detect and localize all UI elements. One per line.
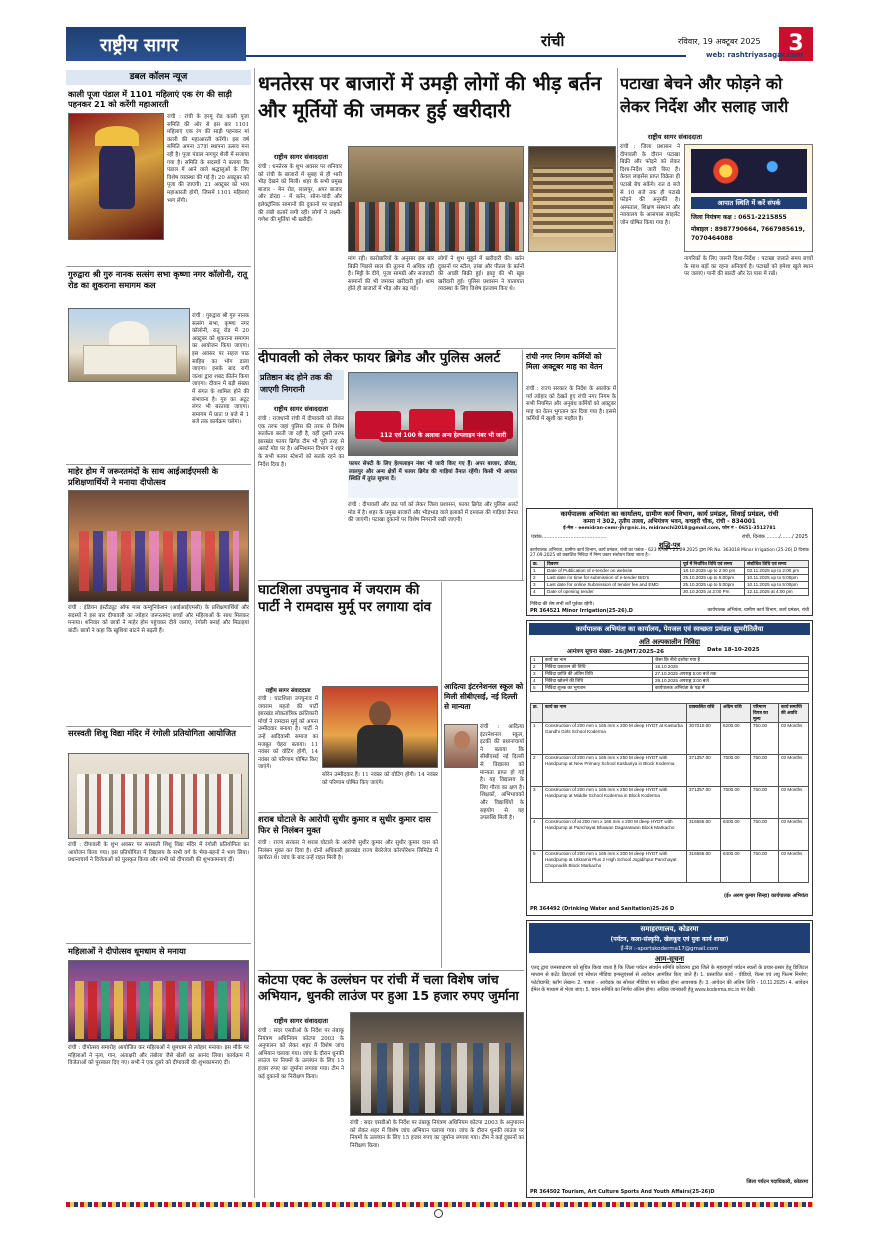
table-cell: 10.11.2025 up to 5:00pm <box>745 575 809 582</box>
tender1-pr: PR 364521 Minor Irrigation(25-26).D <box>530 608 633 614</box>
tender1-table-wrap <box>530 560 809 596</box>
municipal-headline: रांची नगर निगम कर्मियों को मिला अक्टूबर माह का वेतन <box>526 352 603 371</box>
tender3-office: समाहरणालय, कोडरमा <box>640 925 699 933</box>
table-row <box>531 678 809 685</box>
table-cell: Last date for online Submission of tender fee and EMD <box>545 582 681 589</box>
tender1-col-sl: क्र. <box>531 561 545 568</box>
masthead-date: रविवार, 19 अक्टूबर 2025 <box>678 37 761 46</box>
table-cell: 4 <box>531 589 545 596</box>
table-cell: कार्य का नाम <box>543 657 653 664</box>
restriction-body: रांची : राजधानी रांची में दीपावली को लेकर एक तरफ जहां पुलिस की तरफ से विशेष सतर्कता बरती जा रही है, वहीं दूसरी तरफ झारखंड फायर ब्रिगेड टीम भी पूरी तरह से अलर्ट मोड पर है। अग्निशमन विभाग ने शहर के सभी फायर स्टेशनों को सतर्क रहने का निर्देश दिया है। <box>258 416 344 468</box>
table-row <box>531 755 809 787</box>
table-cell: Construction of at 200 mm x 165 mm x 200 M deep HYDT with Handpump at Panchayat Bhawan Dagaraswan Block Markacho <box>543 819 687 851</box>
divider <box>258 580 524 581</box>
table-row <box>531 819 809 851</box>
table-row <box>531 723 809 755</box>
table-cell: 5 <box>531 851 543 883</box>
tender2-col-period: कार्य समाप्ति की अवधि <box>779 704 809 723</box>
table-cell: 2 <box>531 755 543 787</box>
tender3-header <box>529 923 810 953</box>
table-row <box>531 685 809 692</box>
tender1-note: निविदा की शेष सभी शर्तें पूर्ववत रहेंगी। <box>530 602 594 607</box>
officials-shape <box>361 1043 511 1113</box>
column-rule <box>522 350 523 580</box>
tender2-office: कार्यपालक अभियंता का कार्यालय, पेयजल एवं स्वच्छता प्रमंडल झुमरीतिलैया <box>529 623 810 635</box>
tender1-col-old: पूर्व में निर्धारित तिथि एवं समय <box>681 561 745 568</box>
shop-photo <box>528 146 616 252</box>
ghatshila-story <box>258 582 438 812</box>
registration-mark <box>434 1209 443 1218</box>
table-cell: 18.10.2025 <box>653 664 809 671</box>
tender2-col-work: कार्य का नाम <box>543 704 687 723</box>
table-cell: 6400.00 <box>721 819 751 851</box>
crackers-story <box>620 68 813 508</box>
section-tag: डबल कॉलम न्यूज <box>66 70 251 85</box>
header-rule <box>246 55 686 57</box>
tender2-info-wrap <box>530 656 809 692</box>
tender1-email: ई-मेल - eemidran-cemr-jhr@nic.in, midranchi2018@gmail.com, फोन नं - 0651-3512781 <box>563 526 776 531</box>
divider <box>258 812 438 813</box>
kotpa-body: रांची : सदर एसडीओ के निर्देश पर तंबाकू नियंत्रण अधिनियम कोटपा 2003 के अनुपालन को लेकर शहर में विशेष जांच अभियान चलाया गया। जांच के दौरान धुनकी लाउंज पर नियमों के उल्लंघन के लिए 15 हजार रुपए का जुर्माना लगाया गया। टीम ने कई दुकानों का निरीक्षण किया। <box>258 1028 344 1080</box>
table-cell: 7500.00 <box>721 755 751 787</box>
table-cell: 12.11.2025 at 4:00 pm <box>745 589 809 596</box>
rangoli-headline: सरस्वती शिशु विद्या मंदिर में रंगोली प्रतियोगिता आयोजित <box>68 728 236 738</box>
tender2-col-advance: अग्रिम राशि <box>721 704 751 723</box>
table-cell: निविदा प्राप्ति की अंतिम तिथि <box>543 671 653 678</box>
table-cell: Construction of 200 mm x 165 mm x 200 M deep HYDT at Kasturba Gandhi Girls School Koderma <box>543 723 687 755</box>
restriction-headline-box <box>258 370 344 400</box>
emergency-box <box>684 144 813 252</box>
tender1-col-desc: विवरण <box>545 561 681 568</box>
lead-body-col3: लोगों ने शुभ मुहूर्त में खरीदारी की। बर्तन दुकानों पर स्टील, तांबा और पीतल के बर्तनों की अच्छी बिक्री हुई। झाड़ू की भी खूब खरीदारी हुई। पुलिस प्रशासन ने यातायात व्यवस्था के लिए विशेष इंतजाम किए थे। <box>438 256 524 293</box>
table-cell: जैसा कि नीचे दर्शाया गया है <box>653 657 809 664</box>
table-cell: 30.10.2025 at 2:00 Pm <box>681 589 745 596</box>
maher-home-body: रांची : इंडियन इंस्टीट्यूट ऑफ मास कम्युनिकेशन (आईआईएमसी) के प्रशिक्षणार्थियों और सदस्यों ने इस बार दीपावली का त्योहार जरूरतमंद बच्चों और महिलाओं के साथ मिलकर मनाया। शनिवार को छात्रों ने माहेर होम पहुंचकर दीये जलाए, रंगोली बनाई और मिठाइयां बांटीं। छात्रों ने कहा कि खुशियां बांटने से बढ़ती हैं। <box>68 605 249 634</box>
kali-puja-photo <box>68 113 164 240</box>
ghatshila-headline: घाटशिला उपचुनाव में जयराम की पार्टी ने रामदास मुर्मू पर लगाया दांव <box>258 582 432 615</box>
table-cell: 1 <box>531 657 543 664</box>
tender1-office: कार्यपालक अभियंता का कार्यालय, ग्रामीण कार्य विभाग, कार्य प्रमंडल, सिवाई प्रमंडल, रांची <box>560 510 779 518</box>
tender2-sign: (ई० अरुण कुमार सिन्हा) कार्यपालक अभियंता <box>723 893 808 899</box>
table-cell: 29.10.2025 अपराह्न 3:00 बजे <box>653 678 809 685</box>
paper-name-banner <box>66 27 246 61</box>
rangoli-photo <box>68 753 249 839</box>
idol-shape <box>99 139 135 209</box>
kotpa-headline: कोटपा एक्ट के उल्लंघन पर रांची में चला विशेष जांच अभियान, धुनकी लाउंज पर हुआ 15 हजार रुपए जुर्माना <box>258 972 519 1003</box>
tender3-sign: जिला पर्यटन पदाधिकारी, कोडरमा <box>746 1179 808 1185</box>
table-cell: 25.10.2025 up to 5:00pm <box>681 582 745 589</box>
kotpa-byline: राष्ट्रीय सागर संवाददाता <box>273 1017 329 1025</box>
table-cell: 18.10.2025 up to 2:00 pm <box>681 568 745 575</box>
divider <box>66 943 251 944</box>
tender1-table <box>530 560 809 596</box>
table-cell: 750.00 <box>751 755 779 787</box>
tender1-title: शुद्धि-पत्र <box>658 541 681 549</box>
table-cell: निविदा खोलने की तिथि <box>543 678 653 685</box>
tender2-col-sl: क्र. <box>531 704 543 723</box>
tender3-email: ई-मेल :-sportskoderma17@gmail.com <box>620 946 719 952</box>
divider <box>258 348 616 349</box>
table-cell: 03 Months <box>779 723 809 755</box>
website-label: web: rashtriyasagar.com <box>706 51 804 59</box>
table-cell: 6400.00 <box>721 851 751 883</box>
table-cell: Last date /or time for submission of e-tender BID's <box>545 575 681 582</box>
fire-body: रांची : दीपावली और छठ पर्व को लेकर जिला प्रशासन, फायर ब्रिगेड और पुलिस अलर्ट मोड में है। शहर के प्रमुख बाजारों और भीड़भाड़ वाले इलाकों में दमकल की गाड़ियां तैनात की जाएंगी। पटाखा दुकानों पर विशेष निगरानी रखी जाएगी। <box>348 502 518 524</box>
table-cell: 307010.00 <box>687 723 721 755</box>
tender2-col-cost: परिमाण विपत्र का मूल्य <box>751 704 779 723</box>
tender1-box <box>526 508 813 616</box>
tender2-info-table <box>530 656 809 692</box>
emergency-line1: जिला नियंत्रण कक्ष : 0651-2215855 <box>691 214 787 221</box>
divider <box>66 726 251 727</box>
table-row <box>531 575 809 582</box>
table-cell: 750.00 <box>751 819 779 851</box>
tender1-sign: कार्यपालक अभियंता, ग्रामीण कार्य विभाग, कार्य प्रमंडल, रांची <box>707 608 809 613</box>
maher-home-photo <box>68 490 249 602</box>
emergency-line2: मोबाइल : 8987790664, 7667985619, 7070464088 <box>691 226 805 242</box>
municipal-story <box>526 352 616 508</box>
restriction-byline: राष्ट्रीय सागर संवाददाता <box>273 405 329 413</box>
table-cell: 7500.00 <box>721 787 751 819</box>
crowd-shape <box>349 202 524 252</box>
table-cell: निविदा शुल्क का भुगतान <box>543 685 653 692</box>
tender1-date: रांची, दिनांक ......../......./ 2025 <box>742 534 808 540</box>
ghatshila-caption: सोरेन उम्मीदवार हैं। 11 नवंबर को वोटिंग होगी। 14 नवंबर को परिणाम घोषित किए जाएंगे। <box>322 772 438 786</box>
table-cell: 25.10.2025 up to 5:00pm <box>681 575 745 582</box>
table-cell: निविदा प्रकाशन की तिथि <box>543 664 653 671</box>
tender1-ref: कार्यपालक अभियंता, ग्रामीण कार्य विभाग, कार्य प्रमंडल, रांची का पत्रांक - 623 दिनांक - 25.09.2025 द्वारा PR No. 363018 Minor Irrigation (25-26) D दिनांक 27.09.2025 को प्रकाशित निविदा में निम्न प्रकार संशोधन किया जाता है:- <box>530 548 809 559</box>
fire-trucks-photo <box>348 372 518 456</box>
group-shape <box>79 531 239 591</box>
tender3-box <box>526 920 813 1198</box>
municipal-body: रांची : राज्य सरकार के निर्देश के आलोक में पर्व त्योहार को देखते हुए रांची नगर निगम के सभी नियमित और अनुबंध कर्मियों को अक्टूबर माह का वेतन भुगतान कर दिया गया है। इससे कर्मियों में खुशी का माहौल है। <box>526 386 616 423</box>
students-shape <box>77 774 242 834</box>
liquor-headline: शराब घोटाले के आरोपी सुधीर कुमार व सुधीर कुमार दास फिर से निलंबन मुक्त <box>258 814 431 835</box>
table-cell: 2 <box>531 575 545 582</box>
left-column <box>66 68 251 1198</box>
crown-shape <box>95 126 139 146</box>
column-rule <box>254 68 255 1198</box>
lead-body-col1: रांची : धनतेरस के शुभ अवसर पर शनिवार को रांची के बाजारों में सुबह से ही भारी भीड़ देखने को मिली। शहर के सभी प्रमुख बाजार - मेन रोड, लालपुर, अपर बाजार और डोरंडा - में बर्तन, सोना-चांदी और इलेक्ट्रॉनिक सामानों की दुकानों पर ग्राहकों की लंबी कतारें लगी रहीं। लोगों ने लक्ष्मी-गणेश की मूर्तियां भी खरीदीं। <box>258 164 342 224</box>
table-cell: 4 <box>531 678 543 685</box>
tender3-pr: PR 364502 Tourism, Art Culture Sports And Youth Affairs(25-26)D <box>530 1189 715 1195</box>
kotpa-inspection-photo <box>350 1012 524 1116</box>
column-rule <box>617 68 618 508</box>
table-row <box>531 787 809 819</box>
ghatshila-byline: राष्ट्रीय सागर संवाददाता <box>265 688 311 694</box>
fire-alert-headline: दीपावली को लेकर फायर ब्रिगेड और पुलिस अलर्ट <box>258 350 501 366</box>
women-diwali-headline: महिलाओं ने दीपोत्सव धूमधाम से मनाया <box>68 946 186 956</box>
women-diwali-photo <box>68 960 249 1042</box>
table-cell: 4 <box>531 819 543 851</box>
women-diwali-body: रांची : दीपोत्सव समारोह आयोजित कर महिलाओं ने धूमधाम से त्योहार मनाया। इस मौके पर महिलाओं ने नृत्य, गान, अंताक्षरी और तंबोला जैसे खेलों का आनंद लिया। कार्यक्रम में विजेताओं को पुरस्कार दिए गए। सभी ने एक दूसरे को दीपावली की शुभकामनाएं दीं। <box>68 1045 249 1067</box>
school-story <box>444 682 524 968</box>
gurudwara-body: रांची : गुरुद्वारा श्री गुरु नानक सत्संग सभा, कृष्णा नगर कॉलोनी, रातू रोड में 20 अक्टूबर को शुकराना समागम का आयोजन किया जाएगा। इस अवसर पर सहज पाठ साहिब का भोग डाला जाएगा। इसके बाद रागी जत्था द्वारा शबद कीर्तन किया जाएगा। दीवान में बड़ी संख्या में संगत के शामिल होने की संभावना है। गुरु का अटूट लंगर भी बरताया जाएगा। समागम में प्रातः 9 बजे से 1 बजे तक कार्यक्रम चलेगा। <box>192 313 249 426</box>
table-cell: 750.00 <box>751 851 779 883</box>
table-cell: कार्यपालक अभियंता के पक्ष में <box>653 685 809 692</box>
liquor-story <box>258 814 438 968</box>
crackers-body2: नागरिकों के लिए जरूरी दिशा-निर्देश : पटाखा जलाते समय बच्चों के साथ बड़ों का रहना अनिवार्य है। पटाखों को हमेशा खुले स्थान पर जलाएं। पानी की बाल्टी और रेत पास में रखें। <box>684 256 813 278</box>
table-cell: Date of Publication of e-tender on website <box>545 568 681 575</box>
market-crowd-photo <box>348 146 524 252</box>
paper-name: राष्ट्रीय सागर <box>100 35 179 56</box>
table-cell: 750.00 <box>751 723 779 755</box>
kotpa-body-cont: रांची : सदर एसडीओ के निर्देश पर तंबाकू नियंत्रण अधिनियम कोटपा 2003 के अनुपालन को लेकर शहर में विशेष जांच अभियान चलाया गया। जांच के दौरान धुनकी लाउंज पर नियमों के उल्लंघन के लिए 15 हजार रुपए का जुर्माना लगाया गया। टीम ने कई दुकानों का निरीक्षण किया। <box>350 1120 524 1149</box>
kotpa-story <box>258 972 524 1198</box>
divider <box>66 464 251 465</box>
table-row <box>531 851 809 883</box>
table-row <box>531 664 809 671</box>
table-row <box>531 657 809 664</box>
table-cell: 3 <box>531 582 545 589</box>
masthead <box>66 27 813 63</box>
liquor-body: रांची : राज्य सरकार ने शराब घोटाले के आरोपी सुधीर कुमार और सुधीर कुमार दास को निलंबन मुक्त कर दिया है। दोनों अधिकारी झारखंड राज्य बेवरेजेज कॉरपोरेशन लिमिटेड में कार्यरत थे। जांच के बाद उन्हें राहत मिली है। <box>258 840 438 862</box>
table-cell: 03 Months <box>779 819 809 851</box>
crackers-body: रांची : जिला प्रशासन ने दीपावली के दौरान पटाखा बिक्री और फोड़ने को लेकर दिशा-निर्देश जारी किए हैं। केवल लाइसेंस प्राप्त विक्रेता ही पटाखे बेच सकेंगे। रात 8 बजे से 10 बजे तक ही पटाखे फोड़ने की अनुमति है। अस्पताल, शिक्षण संस्थान और न्यायालय के आसपास साइलेंट जोन घोषित किया गया है। <box>620 144 680 226</box>
kali-puja-body: रांची : रांची के हरमू रोड काली पूजा समिति की ओर से इस बार 1101 महिलाएं एक रंग की साड़ी पहनकर मां काली की महाआरती करेंगी। इस वर्ष समिति अपना 37वां स्थापना उत्सव मना रही है। पूजा पंडाल नागपुर शैली में सजाया गया है। समिति के सदस्यों ने बताया कि पंडाल में आने वाले श्रद्धालुओं के लिए विशेष व्यवस्था की गई है। 20 अक्टूबर को पूजा की जाएगी। 21 अक्टूबर को भव्य महाआरती होगी, जिसमें 1101 महिलाएं भाग लेंगी। <box>167 114 249 204</box>
table-cell: 371357.00 <box>687 787 721 819</box>
rangoli-body: रांची : दीपावली के शुभ अवसर पर सरस्वती शिशु विद्या मंदिर में रंगोली प्रतियोगिता का आयोजन किया गया। इस प्रतियोगिता में विद्यालय के सभी वर्ग के भैया-बहनों ने भाग लिया। प्रधानाचार्य ने विजेताओं को पुरस्कृत किया और सभी को दीपावली की शुभकामनाएं दीं। <box>68 842 249 864</box>
fire-caption: फायर सेफ्टी के लिए हेल्पलाइन नंबर भी जारी किए गए हैं। अपर बाजार, डोरंडा, लालपुर और अन्य क्षेत्रों में फायर ब्रिगेड की गाड़ियां तैनात रहेंगी। किसी भी आपात स्थिति में तुरंत सूचना दें। <box>348 460 518 498</box>
table-cell: 750.00 <box>751 787 779 819</box>
table-cell: 1 <box>531 568 545 575</box>
table-cell: 27.10.2025 अपराह्न 5:00 बजे तक <box>653 671 809 678</box>
city-label: रांची <box>541 32 565 50</box>
table-cell: 371357.00 <box>687 755 721 787</box>
tender2-works-table <box>530 703 809 883</box>
table-cell: 3 <box>531 787 543 819</box>
crackers-headline: पटाखा बेचने और फोड़ने को लेकर निर्देश और सलाह जारी <box>620 74 789 116</box>
tender3-body: एतद् द्वारा जनसाधारण को सूचित किया जाता है कि जिला पर्यटन संवर्धन समिति कोडरमा द्वारा जिले के महत्वपूर्ण पर्यटन स्थलों के प्रचार-प्रसार हेतु डिजिटल माध्यम से कंटेंट क्रिएटर्स एवं सोशल मीडिया इन्फ्लुएंसर्स से आवेदन आमंत्रित किए जाते हैं। 1. प्रस्तावित कार्य - वीडियो, रील्स एवं लघु फिल्म निर्माण; फोटोग्राफी; ब्लॉग लेखन। 2. पात्रता - आवेदक का सोशल मीडिया पर सक्रिय होना आवश्यक है। 3. आवेदन की अंतिम तिथि - 10.11.2025। 4. आवेदन ईमेल के माध्यम से भेजा जाए। 5. चयन समिति का निर्णय अंतिम होगा। अधिक जानकारी हेतु www.koderma.nic.in पर देखें। <box>531 965 808 994</box>
school-body: रांची : आदित्या इंटरनेशनल स्कूल, इटकी की प्रधानाचार्या ने बताया कि सीबीएसई नई दिल्ली से विद्यालय को मान्यता प्राप्त हो गई है। यह विद्यालय के लिए गौरव का क्षण है। शिक्षकों, अभिभावकों और विद्यार्थियों के सहयोग से यह उपलब्धि मिली है। <box>480 724 524 822</box>
tender2-notice-date: Date 18-10-2025 <box>707 647 760 653</box>
table-cell: 316655.00 <box>687 851 721 883</box>
person-head-shape <box>369 701 391 727</box>
page-number: 3 <box>779 27 813 61</box>
table-cell: 03 Months <box>779 851 809 883</box>
kali-puja-headline: काली पूजा पंडाल में 1101 महिलाएं एक रंग की साड़ी पहनकर 21 को करेंगी महाआरती <box>68 89 232 109</box>
gurudwara-headline: गुरुद्वारा श्री गुरु नानक सत्संग सभा कृष्णा नगर कॉलोनी, रातू रोड का शुकराना समागम कल <box>68 269 248 290</box>
tender3-title: आम-सूचना <box>654 955 685 963</box>
table-cell: 03 Months <box>779 787 809 819</box>
table-cell: Construction of 200 mm x 165 mm x 250 M deep HYDT with Handpump at Middle School Koderma in Block Koderma <box>543 787 687 819</box>
shelf-shape <box>533 167 613 237</box>
tender1-patrank: पत्रांक......................................... <box>531 534 607 540</box>
divider <box>66 266 251 267</box>
lead-body-col2: मांग रही। कारोबारियों के अनुसार इस बार बिक्री पिछले साल की तुलना में अधिक रही है। मिट्टी के दीये, पूजा सामग्री और सजावटी सामानों की भी जमकर खरीदारी हुई। शाम होते ही बाजारों में भीड़ और बढ़ गई। <box>348 256 434 293</box>
table-cell: 6200.00 <box>721 723 751 755</box>
table-cell: 316655.00 <box>687 819 721 851</box>
table-cell: 1 <box>531 723 543 755</box>
candidate-photo <box>322 686 438 768</box>
tender2-title: अति अल्पकालीन निविदा <box>638 638 701 646</box>
tender2-col-amount: प्राक्कलित राशि <box>687 704 721 723</box>
school-headline: आदित्या इंटरनेशनल स्कूल को मिली सीबीएसई, नई दिल्ली से मान्यता <box>444 682 524 711</box>
table-row <box>531 589 809 596</box>
table-row <box>531 671 809 678</box>
lead-headline: धनतेरस पर बाजारों में उमड़ी लोगों की भीड़ बर्तन और मूर्तियों की जमकर हुई खरीदारी <box>258 72 602 122</box>
table-cell: 5 <box>531 685 543 692</box>
lead-byline: राष्ट्रीय सागर संवाददाता <box>273 153 329 161</box>
table-cell: 03.11.2025 up to 2:00 pm <box>745 568 809 575</box>
fireworks-graphic <box>691 149 807 193</box>
ghatshila-body: रांची : घाटशिला उपचुनाव में जयराम महतो की पार्टी झारखंड लोकतांत्रिक क्रांतिकारी मोर्चा ने रामदास मुर्मू को अपना उम्मीदवार बनाया है। पार्टी ने उन्हें आदिवासी समाज का मजबूत चेहरा बताया। 11 नवंबर को वोटिंग होगी, 14 नवंबर को परिणाम घोषित किए जाएंगे। <box>258 696 318 771</box>
fire-caption-tag: 112 एवं 100 के अलावा अन्य हेल्पलाइन नंबर भी जारी <box>378 430 508 442</box>
lead-story <box>258 68 616 348</box>
table-cell: Construction of 200 mm x 165 mm x 200 M deep HYDT with Handpump at Utkramit Plus 2 High School Jogidihpur Panchayat Chopnadih Block Markacho <box>543 851 687 883</box>
person-body-shape <box>357 725 403 768</box>
maher-home-headline: माहेर होम में जरूरतमंदों के साथ आईआईएमसी के प्रशिक्षणार्थियों ने मनाया दीपोत्सव <box>68 466 219 487</box>
tender1-col-new: संशोधित तिथि एवं समय <box>745 561 809 568</box>
tender2-box <box>526 620 813 916</box>
restriction-headline: प्रतिष्ठान बंद होने तक की जाएगी निगरानी <box>260 373 333 394</box>
tender2-table-wrap <box>530 703 809 883</box>
women-group-shape <box>75 981 245 1039</box>
table-cell: Construction of 200 mm x 165 mm x 250 M deep HYDT with Handpump at New Primary School Kasbariya in Block Koderma <box>543 755 687 787</box>
table-cell: Date of opening tender <box>545 589 681 596</box>
divider <box>258 970 524 971</box>
restriction-story <box>258 370 344 580</box>
crackers-byline: राष्ट्रीय सागर संवाददाता <box>647 133 703 141</box>
tender2-pr: PR 364492 (Drinking Water and Sanitation)25-26 D <box>530 906 675 912</box>
tender1-header-row <box>531 561 809 568</box>
tender2-notice-no: आमंत्रण सूचना संख्या- 26/JMT/2025-26 <box>567 649 664 655</box>
table-cell: 2 <box>531 664 543 671</box>
table-cell: 10.11.2025 up to 5:00pm <box>745 582 809 589</box>
table-cell: 03 Months <box>779 755 809 787</box>
table-row <box>531 568 809 575</box>
column-rule <box>441 582 442 968</box>
tender1-address: कमरा नं 302, तृतीय तल्ला, अभियंत्रण भवन, कचहरी चौक, रांची - 834001 <box>583 519 756 525</box>
table-row <box>531 582 809 589</box>
tender2-header-row <box>531 704 809 723</box>
tender3-dept: (पर्यटन, कला-संस्कृति, खेलकूद एवं युवा कार्य शाखा) <box>610 936 729 943</box>
emergency-title: आपात स्थिति में करें संपर्क <box>691 197 807 209</box>
bottom-border <box>66 1202 813 1207</box>
table-cell: 3 <box>531 671 543 678</box>
